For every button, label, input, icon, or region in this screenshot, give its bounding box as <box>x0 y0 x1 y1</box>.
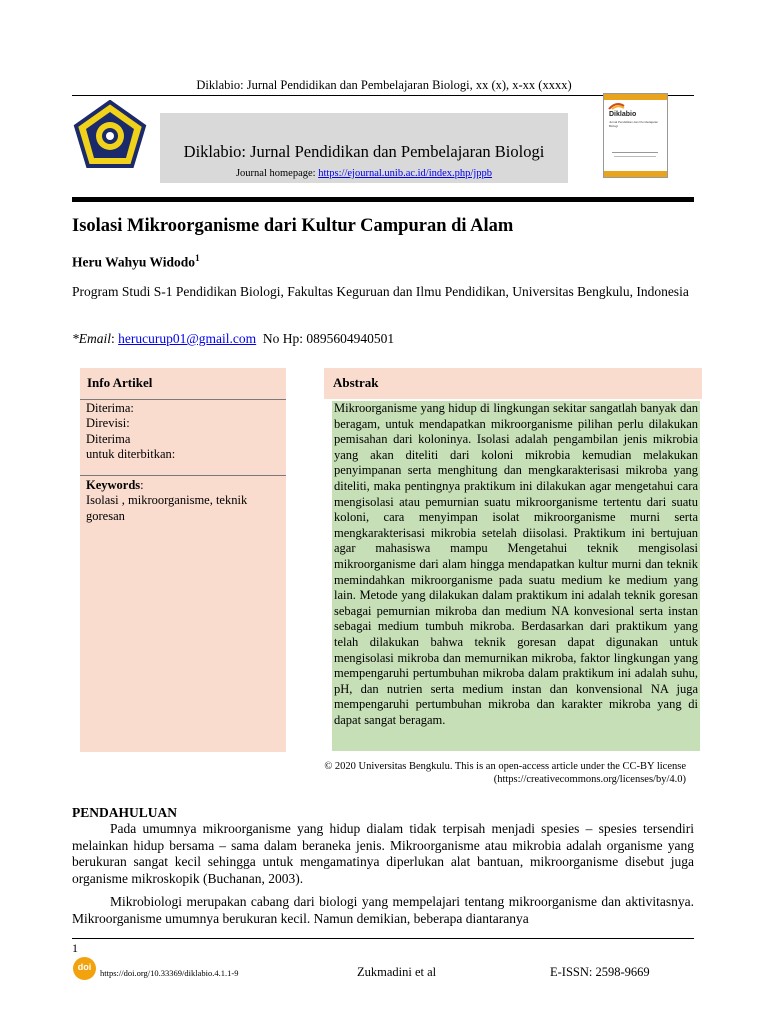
doi-link[interactable]: https://doi.org/10.33369/diklabio.4.1.1-9 <box>100 968 239 978</box>
article-dates <box>86 401 175 463</box>
license-note <box>300 760 686 786</box>
affiliation: Program Studi S-1 Pendidikan Biologi, Fakultas Keguruan dan Ilmu Pendidikan, Universitas Bengkulu, Indonesia <box>72 284 689 299</box>
section-heading: PENDAHULUAN <box>72 805 178 820</box>
keywords-block <box>86 478 281 524</box>
info-header-cell <box>80 368 286 399</box>
paragraph-1: Pada umumnya mikroorganisme yang hidup dialam tidak terpisah menjadi spesies – spesies tersendiri melainkan hidup bersama – sama dalam beraneka jenis. Mikroorganisme atau mikrobia adalah organisme yang berukuran sangat kecil sehingga untuk mengamatinya diperlukan alat bantuan, mikroorganisme disebut juga organisme mikroskopik (Buchanan, 2003). <box>72 821 694 886</box>
journal-cover-thumbnail <box>603 93 668 178</box>
keywords-divider <box>80 475 286 476</box>
header-rule <box>72 95 694 96</box>
keywords-label: Keywords <box>86 478 141 492</box>
paragraph-2: Mikrobiologi merupakan cabang dari biologi yang mempelajari tentang mikroorganisme dan aktivitasnya. Mikroorganisme umumnya berukuran kecil. Namun demikian, beberapa diantaranya <box>72 894 694 926</box>
license-line-2: (https://creativecommons.org/licenses/by/4.0) <box>493 774 686 785</box>
cover-title: Diklabio <box>609 111 637 118</box>
email-separator: : <box>111 331 119 346</box>
email-label: *Email <box>72 331 111 346</box>
body-text <box>72 821 694 928</box>
received-label: Diterima: <box>86 401 134 415</box>
footer-rule <box>72 938 694 939</box>
author-name <box>72 253 200 271</box>
footer-author: Zukmadini et al <box>357 965 437 979</box>
running-head: Diklabio: Jurnal Pendidikan dan Pembelajaran Biologi, xx (x), x-xx (xxxx) <box>196 78 572 92</box>
footer-issn: E-ISSN: 2598-9669 <box>550 965 650 979</box>
keywords-colon: : <box>140 478 144 492</box>
accepted-label: Diterima <box>86 431 131 446</box>
header-thick-rule <box>72 197 694 202</box>
page-number: 1 <box>72 941 78 955</box>
doi-icon <box>73 957 96 980</box>
homepage-label: Journal homepage: <box>235 168 319 179</box>
homepage-link[interactable]: https://ejournal.unib.ac.id/index.php/jppb <box>318 168 493 179</box>
box-gap <box>286 368 324 752</box>
revised-label: Direvisi: <box>86 416 130 431</box>
keywords-list: Isolasi , mikroorganisme, teknik goresan <box>86 493 248 523</box>
accepted-note: untuk diterbitkan: <box>86 447 176 462</box>
info-divider <box>80 399 286 400</box>
journal-title: Diklabio: Jurnal Pendidikan dan Pembelajaran Biologi <box>183 142 545 161</box>
info-heading: Info Artikel <box>87 375 153 390</box>
journal-homepage <box>160 168 568 179</box>
university-logo-icon <box>72 100 148 170</box>
paper-title: Isolasi Mikroorganisme dari Kultur Campuran di Alam <box>72 216 514 236</box>
author-text: Heru Wahyu Widodo <box>72 254 196 270</box>
abstract-heading: Abstrak <box>333 375 379 390</box>
phone-number: No Hp: 0895604940501 <box>262 331 395 346</box>
abstract-text: Mikroorganisme yang hidup di lingkungan sekitar sangatlah banyak dan beragam, untuk mendapatkan mikroorganisme pilihan perlu dilakukan pemisahan dari koloninya. Isolasi adalah pengambilan jenis mikrobia yang akan diteliti dari koloni mikrobia kemudian melakukan penyimpanan serta menghitung dan mengkarakterisasi mikroba yang diteliti, maka pentingnya praktikum ini dilakukan agar mengetahui cara mengisolasi atau pemurnian suatu mikroorganisme tertentu dari suatu koloni, cara menyimpan isolat mikroorganisme murni serta mengkarakterisasi mikrobia setelah diisolasi. Praktikum ini bertujuan agar mahasiswa mampu Mengetahui teknik mengisolasi mikroorganisme dari alam hingga mendapatkan kultur murni dan teknik memindahkan mikroorganisme pada suatu medium ke medium yang lain. Metode yang dilakukan dalam praktikum ini adalah teknik goresan sebagai pemurnian mikroba dan medium NA konvesional serta instan sebagai medium tumbuh mikroba. Berdasarkan dari praktikum yang telah dilakukan bahwa teknik goresan dapat digunakan untuk mengisolasi mikroba dan memurnikan mikroba, faktor lingkungan yang mempengaruhi pertumbuhan mikroba dalam praktikum ini adalah suhu, pH, dan nutrien serta medium instan dan konvensional NA juga mempengaruhi pertumbuhan mikroba dan karakter mikroba yang di dapat sangat beragam. <box>332 401 700 751</box>
cover-subtitle: Jurnal Pendidikan dan Pembelajaran Biologi <box>609 120 659 128</box>
doi-badge-text: doi <box>77 962 92 972</box>
author-affiliation-mark: 1 <box>195 253 200 263</box>
contact-line <box>72 331 394 347</box>
license-line-1: © 2020 Universitas Bengkulu. This is an open-access article under the CC-BY license <box>324 761 686 772</box>
email-link[interactable]: herucurup01@gmail.com <box>118 331 257 346</box>
abstract-header-cell <box>324 368 702 399</box>
cover-art-icon <box>604 94 667 177</box>
